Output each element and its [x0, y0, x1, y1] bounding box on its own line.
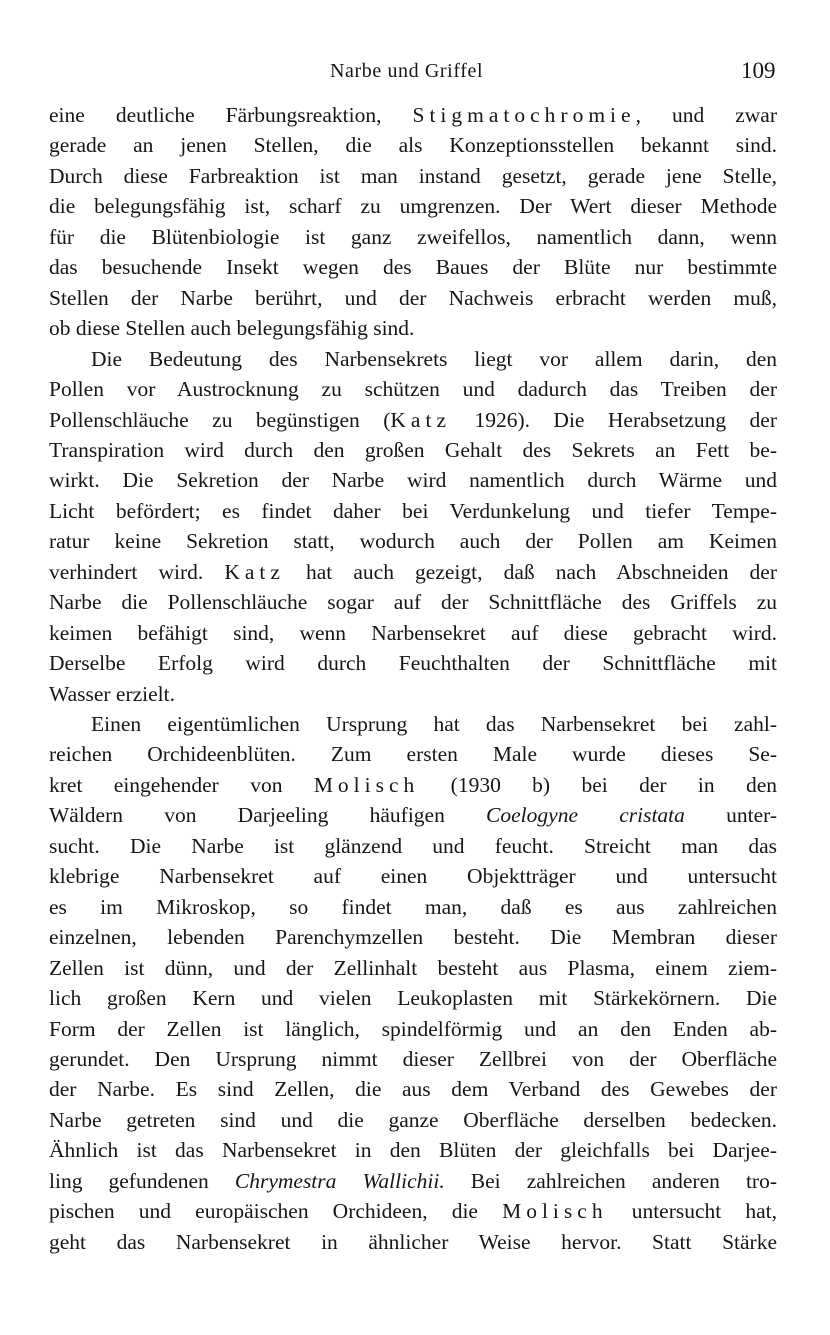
- text-segment: geht das Narbensekret in ähnlicher Weise hervor. Statt Stärke: [49, 1229, 777, 1254]
- text-segment: ratur keine Sekretion statt, wodurch auch der Pollen am Keimen: [49, 529, 777, 554]
- text-segment: untersucht hat,: [607, 1199, 778, 1224]
- line-content: [49, 1014, 777, 1044]
- text-line: [0, 557, 830, 587]
- text-line: [0, 831, 830, 861]
- line-content: [49, 679, 777, 709]
- text-line: [0, 587, 830, 617]
- line-content: [49, 739, 777, 769]
- text-line: [0, 313, 830, 343]
- text-segment: Wasser erzielt.: [49, 681, 176, 706]
- text-segment: Form der Zellen ist länglich, spindelförmig und an den Enden ab-: [49, 1016, 777, 1041]
- text-segment: Durch diese Farbreaktion ist man instand gesetzt, gerade jene Stelle,: [49, 163, 777, 188]
- line-content: [49, 1044, 777, 1074]
- text-line: [0, 679, 830, 709]
- page-header: [0, 54, 830, 88]
- line-content: [49, 1196, 777, 1226]
- text-line: [0, 739, 830, 769]
- text-segment: gerundet. Den Ursprung nimmt dieser Zellbrei von der Oberfläche: [49, 1046, 777, 1071]
- text-line: [0, 618, 830, 648]
- text-line: [0, 405, 830, 435]
- text-line: [0, 283, 830, 313]
- text-line: [0, 526, 830, 556]
- text-line: [0, 1074, 830, 1104]
- text-segment: der Narbe. Es sind Zellen, die aus dem Verband des Gewebes der: [49, 1077, 777, 1102]
- line-content: [49, 313, 777, 343]
- line-content: [49, 222, 777, 252]
- text-segment: unter-: [684, 803, 778, 828]
- text-segment: wirkt. Die Sekretion der Narbe wird namentlich durch Wärme und: [49, 468, 777, 493]
- line-content: [49, 770, 777, 800]
- text-segment: Ähnlich ist das Narbensekret in den Blüten der gleichfalls bei Darjee-: [49, 1138, 777, 1163]
- text-line: [0, 222, 830, 252]
- text-segment: Licht befördert; es findet daher bei Verdunkelung und tiefer Tempe-: [49, 498, 777, 523]
- spaced-author-name: Katz: [224, 559, 285, 584]
- running-title: Narbe und Griffel: [330, 60, 484, 82]
- text-segment: Einen eigentümlichen Ursprung hat das Narbensekret bei zahl-: [91, 712, 777, 736]
- text-line: [0, 374, 830, 404]
- text-line: [0, 709, 830, 739]
- text-line: [0, 1014, 830, 1044]
- line-content: [49, 1135, 777, 1165]
- text-segment: reichen Orchideenblüten. Zum ersten Male wurde dieses Se-: [49, 742, 777, 767]
- line-content: [49, 831, 777, 861]
- text-line: [0, 1105, 830, 1135]
- text-segment: für die Blütenbiologie ist ganz zweifellos, namentlich dann, wenn: [49, 224, 777, 249]
- line-content: [49, 618, 777, 648]
- text-segment: (1930 b) bei der in den: [419, 772, 777, 797]
- text-segment: 1926). Die Herabsetzung der: [451, 407, 778, 432]
- text-segment: es im Mikroskop, so findet man, daß es aus zahlreichen: [49, 894, 777, 919]
- text-segment: keimen befähigt sind, wenn Narbensekret auf diese gebracht wird.: [49, 620, 777, 645]
- line-content: [49, 861, 777, 891]
- line-content: [49, 283, 777, 313]
- line-content: [49, 374, 777, 404]
- text-line: [0, 191, 830, 221]
- text-line: [0, 130, 830, 160]
- text-line: [0, 983, 830, 1013]
- text-line: [0, 100, 830, 130]
- text-line: [0, 496, 830, 526]
- page-number: 109: [741, 58, 776, 83]
- text-line: [0, 252, 830, 282]
- line-content: [49, 922, 777, 952]
- line-content: [91, 344, 777, 374]
- spaced-author-name: Katz: [390, 407, 451, 432]
- line-content: [49, 1166, 777, 1196]
- line-content: [49, 252, 777, 282]
- line-content: [49, 526, 777, 556]
- text-segment: das besuchende Insekt wegen des Baues der Blüte nur bestimmte: [49, 255, 777, 280]
- italic-species-name: Chrymestra Wallichii.: [234, 1168, 445, 1193]
- text-segment: Narbe die Pollenschläuche sogar auf der Schnittfläche des Griffels zu: [49, 590, 777, 615]
- line-content: [49, 648, 777, 678]
- italic-species-name: Coelogyne cristata: [486, 803, 685, 828]
- text-segment: hat auch gezeigt, daß nach Abschneiden der: [284, 559, 777, 584]
- text-segment: , und zwar: [635, 103, 777, 127]
- text-segment: Bei zahlreichen anderen tro-: [444, 1168, 777, 1193]
- line-content: [49, 800, 777, 830]
- text-segment: Die Bedeutung des Narbensekrets liegt vor allem darin, den: [91, 346, 777, 371]
- line-content: [49, 1227, 777, 1257]
- text-segment: Zellen ist dünn, und der Zellinhalt besteht aus Plasma, einem ziem-: [49, 955, 777, 980]
- text-line: [0, 1166, 830, 1196]
- text-line: [0, 465, 830, 495]
- text-line: [0, 1135, 830, 1165]
- text-line: [0, 344, 830, 374]
- text-segment: ob diese Stellen auch belegungsfähig sind.: [49, 316, 415, 341]
- line-content: [49, 405, 777, 435]
- line-content: [49, 587, 777, 617]
- text-segment: lich großen Kern und vielen Leukoplasten mit Stärkekörnern. Die: [49, 986, 777, 1011]
- text-segment: Wäldern von Darjeeling häufigen: [49, 803, 487, 828]
- text-segment: sucht. Die Narbe ist glänzend und feucht. Streicht man das: [49, 833, 777, 858]
- text-line: [0, 770, 830, 800]
- line-content: [49, 1074, 777, 1104]
- text-line: [0, 861, 830, 891]
- text-line: [0, 922, 830, 952]
- text-segment: verhindert wird.: [49, 559, 225, 584]
- text-segment: Pollenschläuche zu begünstigen (: [49, 407, 391, 432]
- text-segment: Pollen vor Austrocknung zu schützen und dadurch das Treiben der: [49, 377, 777, 402]
- line-content: [49, 496, 777, 526]
- line-content: [49, 435, 777, 465]
- spaced-author-name: Stigmatochromie: [412, 103, 636, 127]
- line-content: [49, 1105, 777, 1135]
- text-segment: klebrige Narbensekret auf einen Objektträger und untersucht: [49, 864, 777, 889]
- text-segment: Derselbe Erfolg wird durch Feuchthalten der Schnittfläche mit: [49, 651, 777, 676]
- text-line: [0, 953, 830, 983]
- text-line: [0, 1196, 830, 1226]
- text-segment: kret eingehender von: [49, 772, 314, 797]
- line-content: [49, 191, 777, 221]
- text-line: [0, 800, 830, 830]
- text-segment: die belegungsfähig ist, scharf zu umgrenzen. Der Wert dieser Methode: [49, 194, 777, 219]
- spaced-author-name: Molisch: [502, 1199, 608, 1224]
- text-line: [0, 435, 830, 465]
- text-segment: Stellen der Narbe berührt, und der Nachweis erbracht werden muß,: [49, 285, 777, 310]
- text-segment: ling gefundenen: [49, 1168, 235, 1193]
- line-content: [49, 953, 777, 983]
- text-segment: pischen und europäischen Orchideen, die: [49, 1199, 503, 1224]
- text-segment: gerade an jenen Stellen, die als Konzeptionsstellen bekannt sind.: [49, 133, 777, 158]
- line-content: [49, 161, 777, 191]
- text-segment: eine deutliche Färbungsreaktion,: [49, 103, 413, 127]
- text-line: [0, 1227, 830, 1257]
- line-content: [49, 557, 777, 587]
- text-segment: Narbe getreten sind und die ganze Oberfläche derselben bedecken.: [49, 1107, 777, 1132]
- line-content: [49, 983, 777, 1013]
- text-line: [0, 648, 830, 678]
- line-content: [49, 892, 777, 922]
- spaced-author-name: Molisch: [313, 772, 420, 797]
- text-segment: einzelnen, lebenden Parenchymzellen besteht. Die Membran dieser: [49, 925, 777, 950]
- text-line: [0, 892, 830, 922]
- line-content: [49, 465, 777, 495]
- line-content: [49, 100, 777, 130]
- text-line: [0, 1044, 830, 1074]
- text-segment: Transpiration wird durch den großen Gehalt des Sekrets an Fett be-: [49, 437, 777, 462]
- text-line: [0, 161, 830, 191]
- line-content: [49, 130, 777, 160]
- line-content: [91, 709, 777, 739]
